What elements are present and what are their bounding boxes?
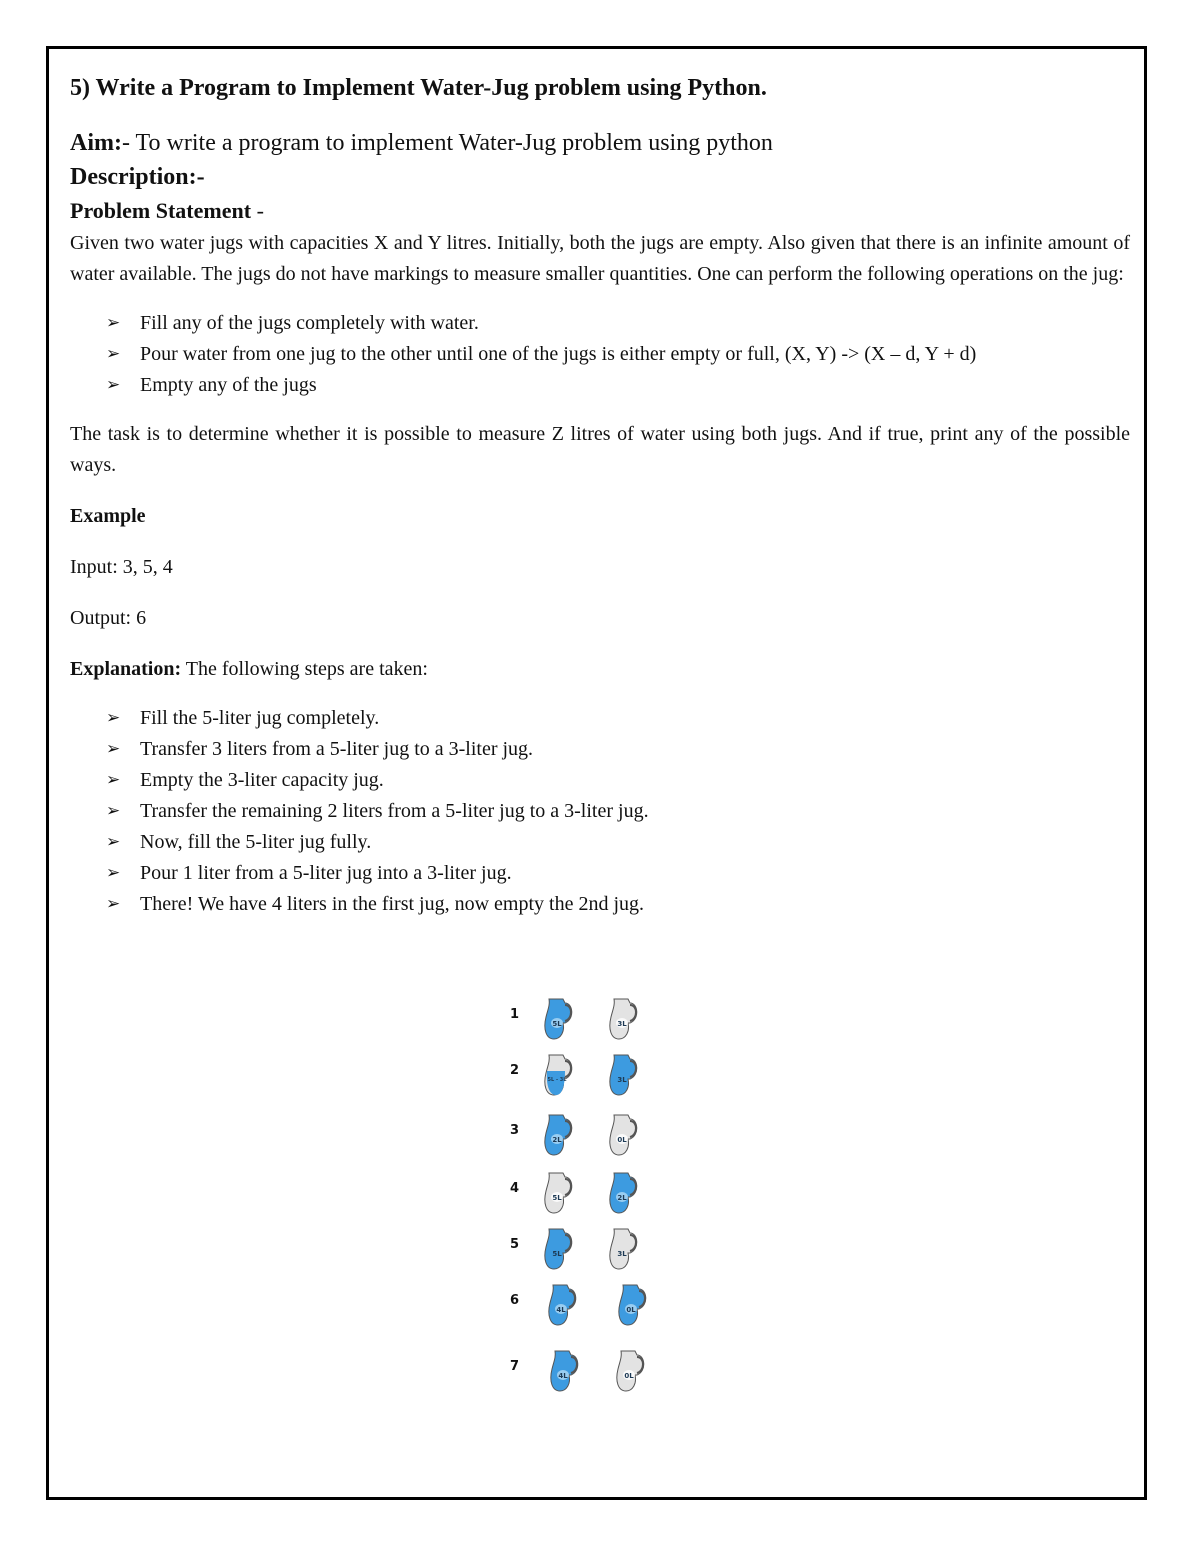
aim-line: [70, 126, 1130, 160]
list-item-text: Transfer the remaining 2 liters from a 5-liter jug to a 3-liter jug.: [140, 800, 649, 822]
document-body: [70, 72, 1130, 938]
list-item: [106, 796, 1130, 827]
list-item-text: Pour 1 liter from a 5-liter jug into a 3-liter jug.: [140, 862, 512, 884]
explanation-line: [70, 654, 1130, 685]
jug-label: 2L: [617, 1194, 627, 1202]
arrowhead-bullet-icon: ➢: [106, 344, 121, 364]
list-item: [106, 308, 1130, 339]
partial-jug-icon: [543, 1051, 579, 1097]
arrowhead-bullet-icon: ➢: [106, 863, 121, 883]
task-text: The task is to determine whether it is possible to measure Z litres of water using both jugs. And if true, print any of the possible ways.: [70, 423, 1130, 476]
list-item: [106, 339, 1130, 370]
step-number: 2: [510, 1063, 520, 1078]
empty-jug-icon: [608, 1225, 644, 1271]
input-text: Input: 3, 5, 4: [70, 556, 173, 578]
aim-label: Aim:: [70, 130, 122, 156]
arrowhead-bullet-icon: ➢: [106, 801, 121, 821]
jug-label: 3L: [617, 1250, 627, 1258]
list-item-text: There! We have 4 liters in the first jug, now empty the 2nd jug.: [140, 893, 645, 915]
step-number: 7: [510, 1359, 520, 1374]
problem-statement-suffix: -: [251, 198, 264, 223]
figure-row: [505, 1051, 665, 1101]
list-item: [106, 370, 1130, 401]
list-item-text: Fill any of the jugs completely with water.: [140, 312, 479, 334]
step-number: 4: [510, 1181, 520, 1196]
description-label: Description:-: [70, 164, 205, 190]
figure-row: [505, 1111, 665, 1161]
figure-row: [505, 1225, 665, 1275]
step-number: 1: [510, 1007, 520, 1022]
list-item-text: Pour water from one jug to the other until one of the jugs is either empty or full, (X, Y) -> (X – d, Y + d): [140, 343, 977, 365]
problem-statement-label: Problem Statement: [70, 198, 252, 223]
figure-row: [505, 995, 665, 1045]
list-item-text: Empty the 3-liter capacity jug.: [140, 769, 384, 791]
figure-row: [505, 1281, 665, 1331]
aim-text: - To write a program to implement Water-Jug problem using python: [121, 130, 773, 156]
arrowhead-bullet-icon: ➢: [106, 375, 121, 395]
list-item-text: Fill the 5-liter jug completely.: [140, 707, 380, 729]
step-number: 6: [510, 1293, 520, 1308]
jug-label: 4L: [558, 1372, 568, 1380]
step-number: 5: [510, 1237, 520, 1252]
page-title: 5) Write a Program to Implement Water-Jug problem using Python.: [70, 75, 767, 101]
list-item: [106, 703, 1130, 734]
full-jug-icon: [543, 1111, 579, 1157]
output-text: Output: 6: [70, 607, 147, 629]
steps-list: [70, 703, 1130, 920]
problem-text: Given two water jugs with capacities X and Y litres. Initially, both the jugs are empty. Also given that there is an infinite amount of water available. The jugs do not have markings to measure smaller quantities. One can perform the following operations on the jug:: [70, 232, 1130, 285]
arrowhead-bullet-icon: ➢: [106, 708, 121, 728]
list-item: [106, 765, 1130, 796]
water-jug-figure: [505, 995, 665, 1395]
figure-row: [505, 1169, 665, 1219]
empty-jug-icon: [608, 1111, 644, 1157]
full-jug-icon: [617, 1281, 653, 1327]
list-item: [106, 889, 1130, 920]
empty-jug-icon: [615, 1347, 651, 1393]
example-label: Example: [70, 505, 146, 527]
list-item: [106, 858, 1130, 889]
arrowhead-bullet-icon: ➢: [106, 313, 121, 333]
arrowhead-bullet-icon: ➢: [106, 739, 121, 759]
full-jug-icon: [543, 995, 579, 1041]
full-jug-icon: [549, 1347, 585, 1393]
full-jug-icon: [547, 1281, 583, 1327]
jug-label: 4L: [556, 1306, 566, 1314]
jug-label: 0L: [624, 1372, 634, 1380]
jug-label: 0L: [617, 1136, 627, 1144]
operations-list: [70, 308, 1130, 401]
list-item-text: Now, fill the 5-liter jug fully.: [140, 831, 372, 853]
full-jug-icon: [608, 1051, 644, 1097]
jug-label: 2L: [552, 1136, 562, 1144]
jug-label: 0L: [626, 1306, 636, 1314]
figure-row: [505, 1347, 665, 1397]
jug-label: 5L: [552, 1020, 562, 1028]
jug-label: 5L: [552, 1250, 562, 1258]
explanation-label: Explanation:: [70, 658, 182, 680]
list-item-text: Empty any of the jugs: [140, 374, 317, 396]
problem-statement-heading: [70, 194, 1130, 228]
jug-label: 3L: [617, 1020, 627, 1028]
arrowhead-bullet-icon: ➢: [106, 894, 121, 914]
step-number: 3: [510, 1123, 520, 1138]
jug-label: 3L: [617, 1076, 627, 1084]
explanation-text: The following steps are taken:: [181, 658, 428, 680]
empty-jug-icon: [608, 995, 644, 1041]
full-jug-icon: [543, 1225, 579, 1271]
jug-label: 5L: [552, 1194, 562, 1202]
list-item: [106, 827, 1130, 858]
list-item-text: Transfer 3 liters from a 5-liter jug to a 3-liter jug.: [140, 738, 534, 760]
full-jug-icon: [608, 1169, 644, 1215]
arrowhead-bullet-icon: ➢: [106, 770, 121, 790]
list-item: [106, 734, 1130, 765]
jug-label: 5L - 3L: [547, 1077, 567, 1083]
arrowhead-bullet-icon: ➢: [106, 832, 121, 852]
empty-jug-icon: [543, 1169, 579, 1215]
